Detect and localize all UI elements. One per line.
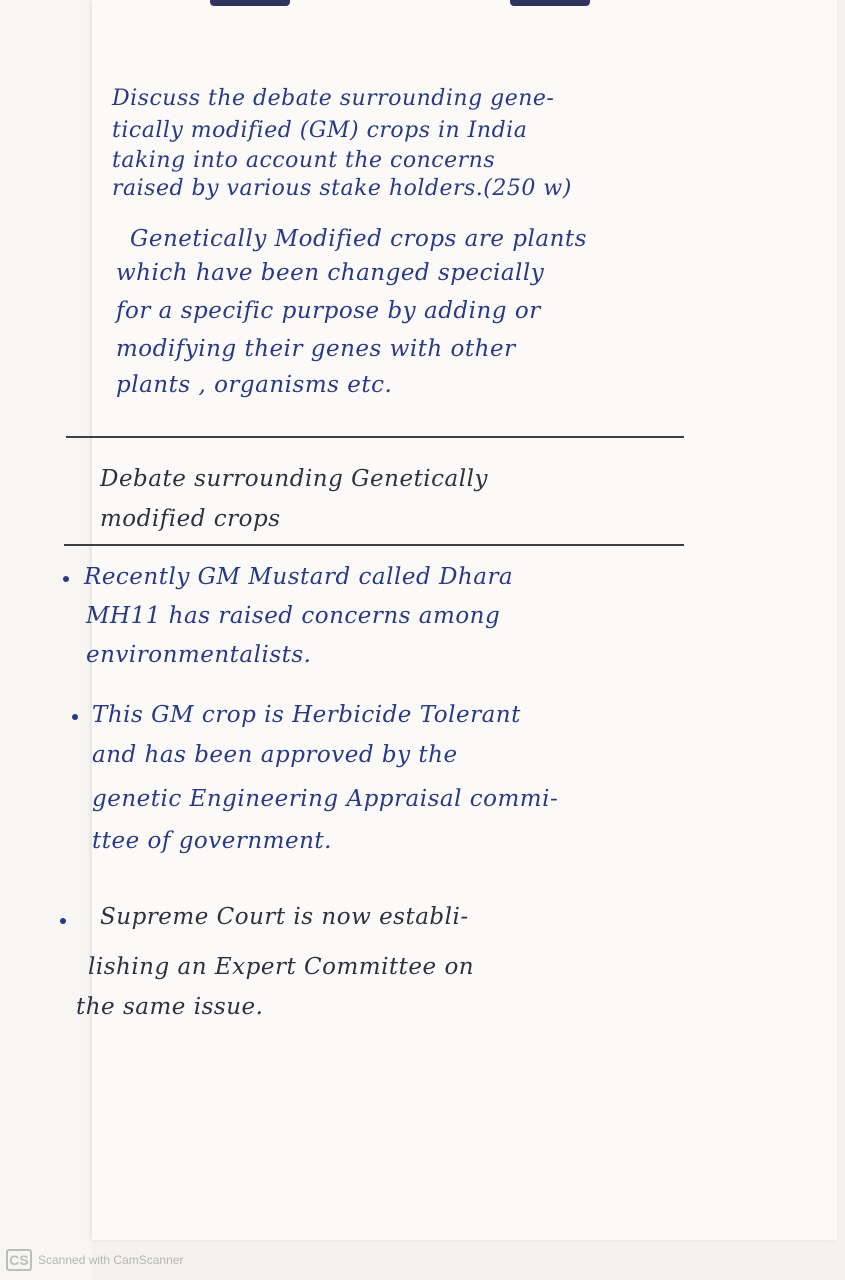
question-line-1: Discuss the debate surrounding gene- — [112, 86, 555, 111]
intro-line-4: modifying their genes with other — [116, 336, 516, 362]
intro-line-3: for a specific purpose by adding or — [116, 298, 541, 324]
bullet-2 — [72, 714, 78, 720]
point-1-line-3: environmentalists. — [86, 642, 312, 668]
point-3-line-2: lishing an Expert Committee on — [88, 954, 475, 980]
point-1-line-2: MH11 has raised concerns among — [86, 603, 501, 629]
binder-mark-left — [210, 0, 290, 6]
camscanner-logo-icon: CS — [6, 1249, 32, 1271]
section-heading-line-2: modified crops — [100, 506, 281, 532]
point-3-line-3: the same issue. — [76, 994, 264, 1020]
camscanner-text: Scanned with CamScanner — [38, 1253, 184, 1267]
section-heading-line-1: Debate surrounding Genetically — [100, 466, 488, 492]
binder-mark-right — [510, 0, 590, 6]
point-2-line-1: This GM crop is Herbicide Tolerant — [92, 702, 521, 728]
point-1-line-1: Recently GM Mustard called Dhara — [84, 564, 514, 590]
point-2-line-4: ttee of government. — [92, 828, 332, 854]
question-line-4: raised by various stake holders.(250 w) — [112, 176, 572, 201]
point-2-line-2: and has been approved by the — [92, 742, 458, 768]
rule-bottom — [64, 544, 684, 546]
point-2-line-3: genetic Engineering Appraisal commi- — [92, 786, 559, 812]
rule-top — [66, 436, 684, 438]
question-line-2: tically modified (GM) crops in India — [112, 118, 528, 143]
intro-line-5: plants , organisms etc. — [116, 372, 393, 398]
intro-line-2: which have been changed specially — [116, 260, 545, 286]
question-line-3: taking into account the concerns — [112, 148, 496, 173]
bullet-3 — [60, 918, 66, 924]
page-margin — [0, 0, 92, 1280]
point-3-line-1: Supreme Court is now establi- — [100, 904, 469, 930]
bullet-1 — [63, 576, 69, 582]
scanner-watermark — [6, 1248, 183, 1272]
intro-line-1: Genetically Modified crops are plants — [130, 226, 587, 252]
